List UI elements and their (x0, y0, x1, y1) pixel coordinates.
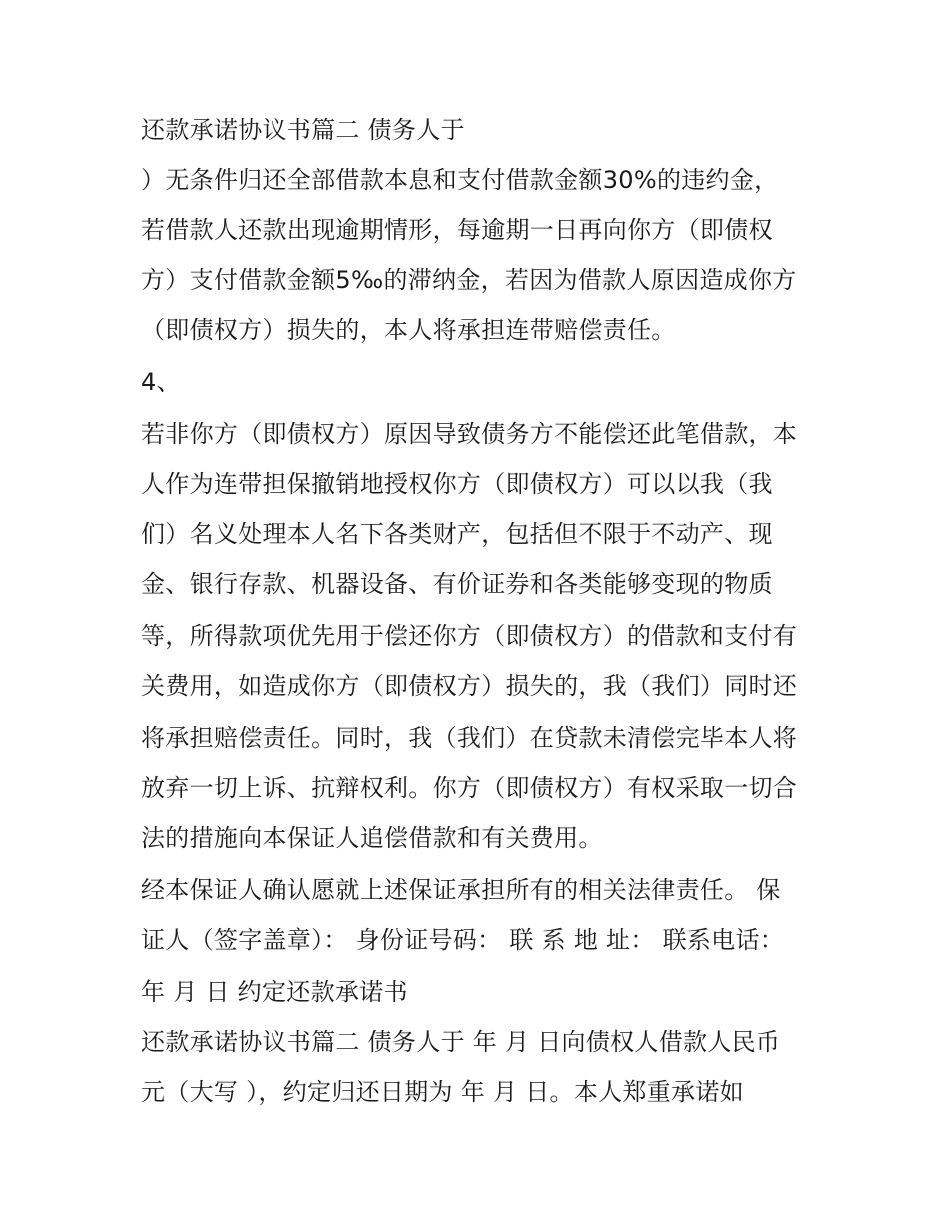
text-line: 关费用，如造成你方（即债权方）损失的，我（我们）同时还 (141, 672, 798, 700)
text-line: （即债权方）损失的，本人将承担连带赔偿责任。 (141, 316, 676, 344)
text-line: 方）支付借款金额5‰的滞纳金，若因为借款人原因造成你方 (141, 266, 797, 294)
text-line: 放弃一切上诉、抗辩权利。你方（即债权方）有权采取一切合 (141, 774, 798, 802)
text-line: 若借款人还款出现逾期情形，每逾期一日再向你方（即债权 (141, 216, 773, 244)
text-line: 若非你方（即债权方）原因导致债务方不能偿还此笔借款，本 (141, 420, 798, 448)
text-line: 还款承诺协议书篇二 债务人于 年 月 日向债权人借款人民币 (141, 1028, 781, 1056)
section-number: 4、 (141, 368, 181, 396)
signature-fields-line: 证人（签字盖章）： 身份证号码： 联 系 地 址： 联系电话： (141, 926, 785, 954)
text-line: 法的措施向本保证人追偿借款和有关费用。 (141, 824, 603, 852)
text-line: 还款承诺协议书篇二 债务人于 (141, 116, 465, 144)
text-line: 将承担赔偿责任。同时，我（我们）在贷款未清偿完毕本人将 (141, 724, 798, 752)
text-line: 们）名义处理本人名下各类财产，包括但不限于不动产、现 (141, 520, 773, 548)
text-line: 等，所得款项优先用于偿还你方（即债权方）的借款和支付有 (141, 622, 798, 650)
text-line: 元（大写 ），约定归还日期为 年 月 日。本人郑重承诺如 (141, 1078, 744, 1106)
text-line: 人作为连带担保撤销地授权你方（即债权方）可以以我（我 (141, 470, 773, 498)
date-line: 年 月 日 约定还款承诺书 (141, 978, 408, 1006)
text-line: 经本保证人确认愿就上述保证承担所有的相关法律责任。 保 (141, 876, 781, 904)
text-line: 金、银行存款、机器设备、有价证券和各类能够变现的物质 (141, 570, 773, 598)
text-line: ）无条件归还全部借款本息和支付借款金额30%的违约金， (141, 166, 779, 194)
